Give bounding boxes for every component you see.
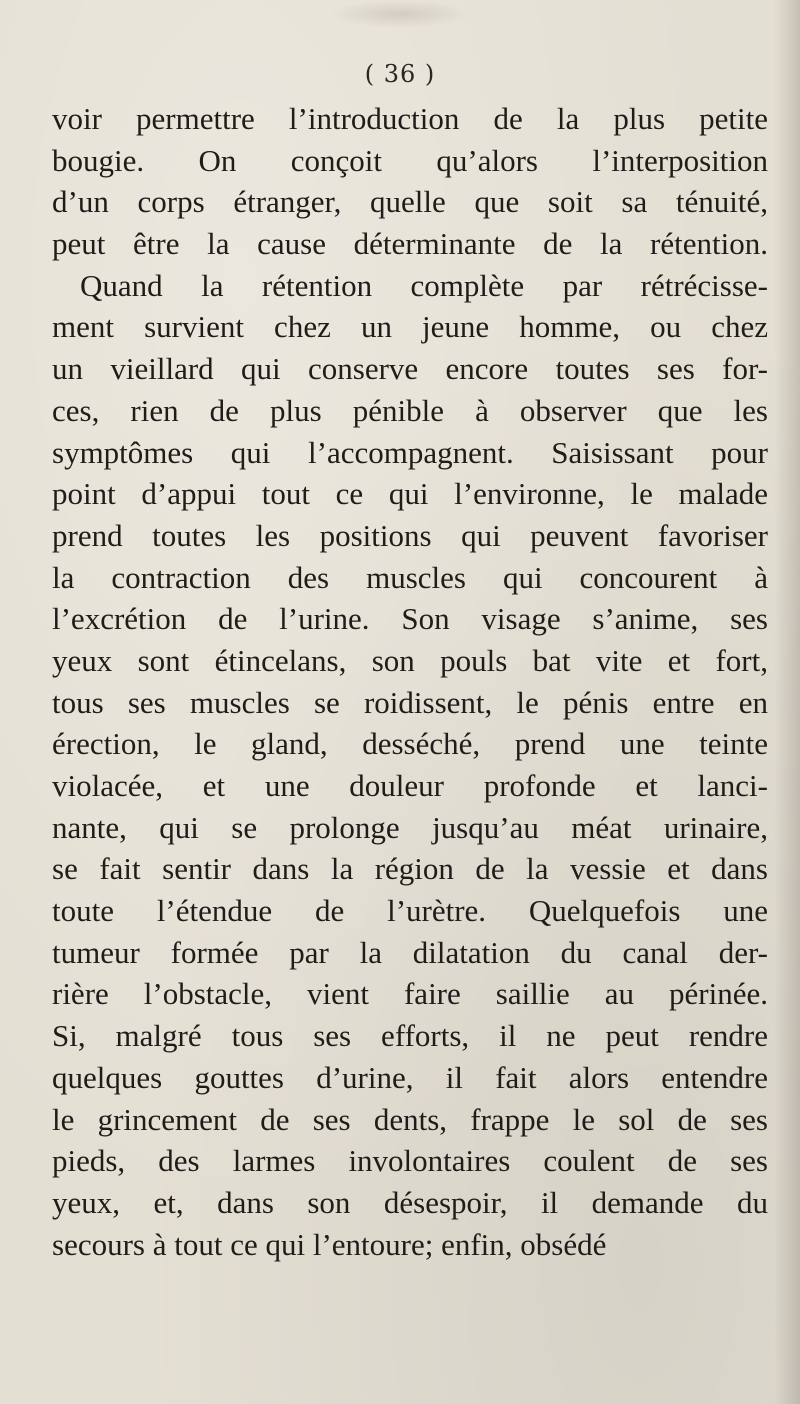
paper-stain	[330, 0, 470, 28]
text-line: d’un corps étranger, quelle que soit sa ténuité,	[52, 184, 768, 220]
paragraph-start-line: Quand la rétention complète par rétrécisse-	[80, 267, 768, 303]
text-line: se fait sentir dans la région de la vessie et dans	[52, 851, 768, 887]
text-line: secours à tout ce qui l’entoure; enfin, obsédé	[52, 1226, 607, 1262]
text-line: un vieillard qui conserve encore toutes ses for-	[52, 351, 768, 387]
text-line: peut être la cause déterminante de la rétention.	[52, 226, 768, 262]
text-line: l’excrétion de l’urine. Son visage s’anime, ses	[52, 601, 768, 637]
text-line: violacée, et une douleur profonde et lanci-	[52, 768, 768, 803]
text-line: tumeur formée par la dilatation du canal der-	[52, 934, 768, 970]
page-edge-shadow	[774, 0, 800, 1404]
text-line: nante, qui se prolonge jusqu’au méat urinaire,	[52, 809, 768, 845]
text-line: yeux sont étincelans, son pouls bat vite et fort,	[52, 642, 768, 678]
text-line: voir permettre l’introduction de la plus petite	[52, 101, 768, 136]
text-line: quelques gouttes d’urine, il fait alors entendre	[52, 1059, 768, 1095]
text-line: tous ses muscles se roidissent, le pénis entre en	[52, 684, 768, 720]
body-text	[52, 98, 768, 1265]
text-line: érection, le gland, desséché, prend une teinte	[52, 726, 768, 762]
text-line: prend toutes les positions qui peuvent favoriser	[52, 517, 768, 553]
text-line: point d’appui tout ce qui l’environne, le malade	[52, 476, 768, 512]
text-line: la contraction des muscles qui concourent à	[52, 559, 768, 595]
text-line: toute l’étendue de l’urètre. Quelquefois une	[52, 893, 768, 929]
text-line: bougie. On conçoit qu’alors l’interposition	[52, 142, 768, 178]
text-line: rière l’obstacle, vient faire saillie au périnée.	[52, 976, 768, 1012]
text-line: symptômes qui l’accompagnent. Saisissant pour	[52, 434, 768, 470]
text-line: le grincement de ses dents, frappe le sol de ses	[52, 1101, 768, 1137]
text-line: ces, rien de plus pénible à observer que les	[52, 392, 768, 428]
text-line: ment survient chez un jeune homme, ou chez	[52, 309, 768, 345]
text-line: Si, malgré tous ses efforts, il ne peut rendre	[52, 1018, 768, 1054]
text-line: pieds, des larmes involontaires coulent de ses	[52, 1143, 768, 1179]
page-number: ( 36 )	[364, 60, 436, 88]
text-line: yeux, et, dans son désespoir, il demande du	[52, 1184, 768, 1220]
